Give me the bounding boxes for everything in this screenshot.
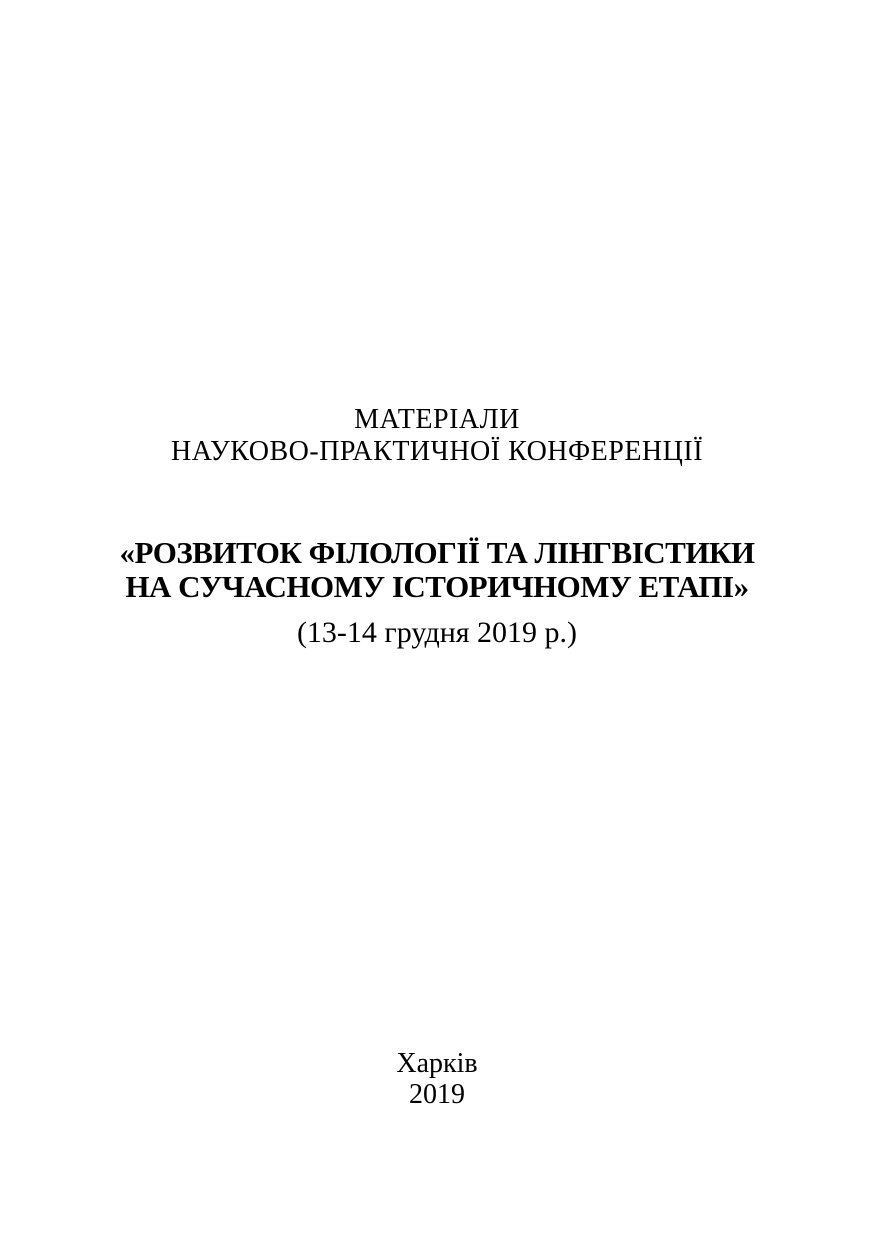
imprint-city: Харків xyxy=(396,1048,478,1079)
proceedings-header-line2: НАУКОВО-ПРАКТИЧНОЇ КОНФЕРЕНЦІЇ xyxy=(170,436,704,467)
conference-title-line1: «РОЗВИТОК ФІЛОЛОГІЇ ТА ЛІНГВІСТИКИ xyxy=(119,535,755,570)
conference-title-line2: НА СУЧАСНОМУ ІСТОРИЧНОМУ ЕТАПІ» xyxy=(125,569,749,604)
conference-title xyxy=(0,536,874,604)
proceedings-header-line1: МАТЕРІАЛИ xyxy=(354,404,520,435)
imprint-year: 2019 xyxy=(409,1079,465,1110)
proceedings-header xyxy=(0,404,874,468)
conference-date: (13-14 грудня 2019 р.) xyxy=(296,616,578,649)
imprint xyxy=(0,1048,874,1110)
